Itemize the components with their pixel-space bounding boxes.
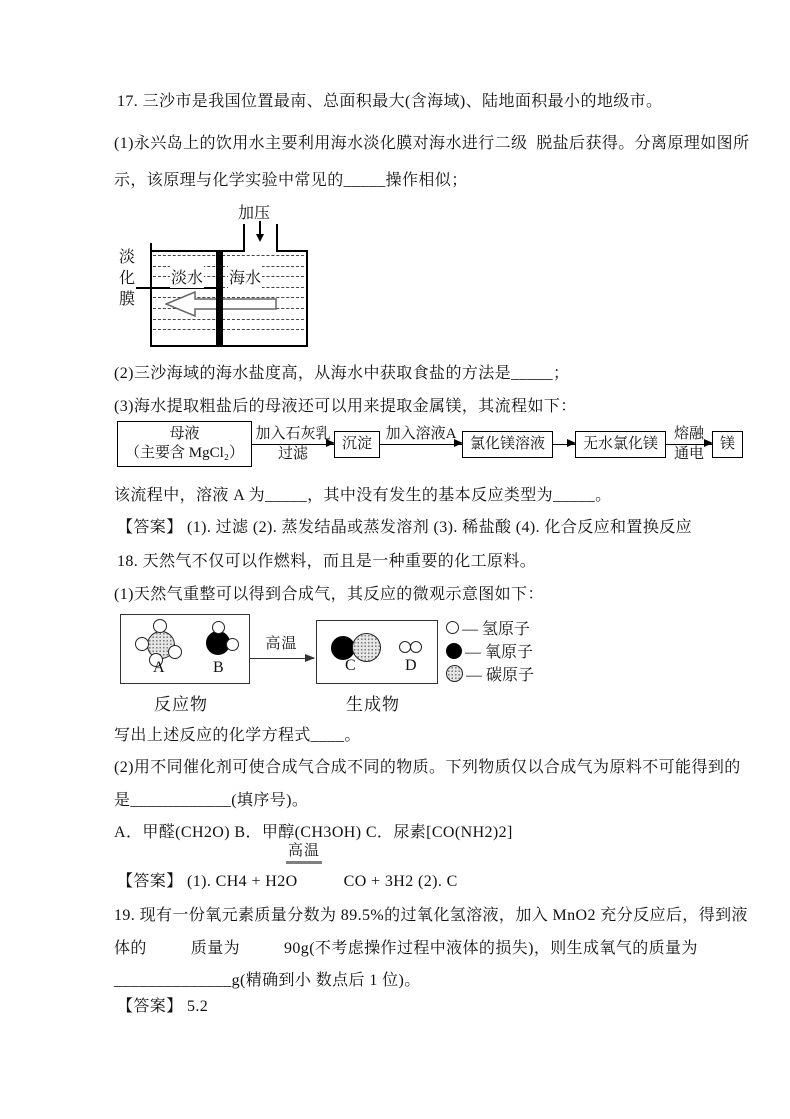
legend-carbon: — 碳原子	[446, 662, 534, 685]
q17-part3: (3)海水提取粗盐后的母液还可以用来提取金属镁，其流程如下：	[114, 398, 577, 415]
molecule-label-a: A	[153, 659, 165, 676]
carbon-atom	[352, 633, 381, 662]
condition-label: 高温	[265, 636, 298, 652]
sea-water-label: 海水	[228, 265, 262, 288]
carbon-atom-icon	[446, 665, 463, 682]
flow-box-anhydrous-mgcl2: 无水氯化镁	[575, 431, 666, 458]
q18-part3-line1: (2)用不同催化剂可使合成气合成不同的物质。下列物质仅以合成气为原料不可能得到的	[114, 759, 741, 776]
desalination-diagram	[118, 200, 333, 355]
magnesium-flowchart	[117, 421, 743, 467]
molecule-label-b: B	[213, 659, 224, 676]
flow-box-mother-liquor: 母液 （主要含 MgCl₂）	[117, 421, 252, 467]
products-box	[316, 620, 438, 684]
arrow-icon	[252, 444, 334, 445]
tank-wall-bottom	[150, 345, 308, 347]
q17-part4: 该流程中，溶液 A 为_____，其中没有发生的基本反应类型为_____。	[114, 487, 612, 504]
q18-options: A．甲醛(CH2O) B．甲醇(CH3OH) C．尿素[CO(NH2)2]	[114, 824, 513, 841]
carbon-monoxide-molecule	[331, 631, 385, 665]
q19-stem-line3: ______________g(精确到小 数点后 1 位)。	[114, 972, 421, 989]
q17-answer: 【答案】 (1). 过滤 (2). 蒸发结晶或蒸发溶剂 (3). 稀盐酸 (4). 化合反应和置换反应	[117, 519, 693, 536]
q18-part1: (1)天然气重整可以得到合成气，其反应的微观示意图如下：	[114, 586, 544, 603]
arrow-icon	[666, 444, 712, 445]
flow-step-lime-filter: 加入石灰乳 过滤	[252, 425, 334, 464]
atom-legend	[446, 616, 534, 685]
equation-condition: 高温	[286, 839, 322, 864]
q17-part2: (2)三沙海域的海水盐度高，从海水中获取食盐的方法是_____；	[114, 365, 570, 382]
tank-top-left	[150, 250, 245, 252]
tank-top-right	[276, 250, 308, 252]
tube-wall-right	[276, 224, 278, 252]
legend-oxygen: — 氧原子	[446, 639, 534, 662]
q18-part2: 写出上述反应的化学方程式____。	[114, 727, 361, 744]
fresh-water-label: 淡水	[170, 265, 204, 288]
q18-stem: 18. 天然气不仅可以作燃料，而且是一种重要的化工原料。	[117, 553, 537, 570]
reactants-box	[120, 614, 250, 684]
legend-hydrogen: — 氢原子	[446, 616, 534, 639]
q17-stem: 17. 三沙市是我国位置最南、总面积最大(含海域)、陆地面积最小的地级市。	[117, 93, 663, 110]
tank-wall-right	[306, 250, 308, 347]
q19-answer: 【答案】 5.2	[117, 998, 209, 1015]
q18-part3-line2: 是____________(填序号)。	[114, 792, 309, 809]
hydrogen-atom	[135, 637, 149, 651]
q19-stem-line1: 19. 现有一份氧元素质量分数为 89.5%的过氧化氢溶液，加入 MnO2 充分反应后，得到液	[114, 907, 748, 924]
arrow-icon	[553, 444, 575, 445]
tube-wall-left	[243, 224, 245, 252]
pressure-down-arrow-icon	[259, 221, 261, 234]
oxygen-atom-icon	[446, 643, 462, 659]
molecule-label-c: C	[345, 657, 356, 674]
reaction-arrow	[249, 632, 314, 659]
q18-answer: 【答案】 (1). CH4 + H2O CO + 3H2 (2). C	[117, 873, 458, 890]
pressure-label: 加压	[238, 205, 271, 222]
hydrogen-atom	[153, 619, 167, 633]
membrane-bar	[216, 252, 223, 345]
reactants-label: 反应物	[154, 695, 208, 714]
arrow-icon	[249, 658, 314, 659]
products-label: 生成物	[346, 695, 400, 714]
hydrogen-atom-icon	[446, 621, 459, 634]
hydrogen-atom	[226, 638, 239, 651]
hydrogen-atom	[410, 641, 422, 653]
hydrogen-atom	[168, 645, 182, 659]
hydrogen-molecule	[399, 641, 425, 654]
q17-part1-line1: (1)永兴岛上的饮用水主要利用海水淡化膜对海水进行二级 脱盐后获得。分离原理如图所	[114, 135, 750, 152]
molecule-label-d: D	[405, 657, 417, 674]
flow-box-mgcl2-solution: 氯化镁溶液	[462, 431, 553, 458]
flow-box-precipitate: 沉淀	[334, 431, 380, 458]
arrow-icon	[380, 444, 462, 445]
membrane-label: 淡化膜	[119, 249, 136, 308]
flow-step-plain	[553, 425, 575, 464]
flow-step-molten-electrolysis: 熔融 通电	[666, 425, 712, 464]
q19-stem-line2: 体的 质量为 90g(不考虑操作过程中液体的损失)，则生成氧气的质量为	[114, 940, 698, 957]
tank-wall-left	[150, 243, 152, 347]
hydrogen-atom	[212, 621, 225, 634]
flow-step-solution-a: 加入溶液A	[380, 425, 462, 464]
flow-box-magnesium: 镁	[712, 431, 743, 458]
reaction-micro-diagram	[118, 608, 688, 716]
q17-part1-line2: 示，该原理与化学实验中常见的_____操作相似；	[114, 172, 468, 189]
